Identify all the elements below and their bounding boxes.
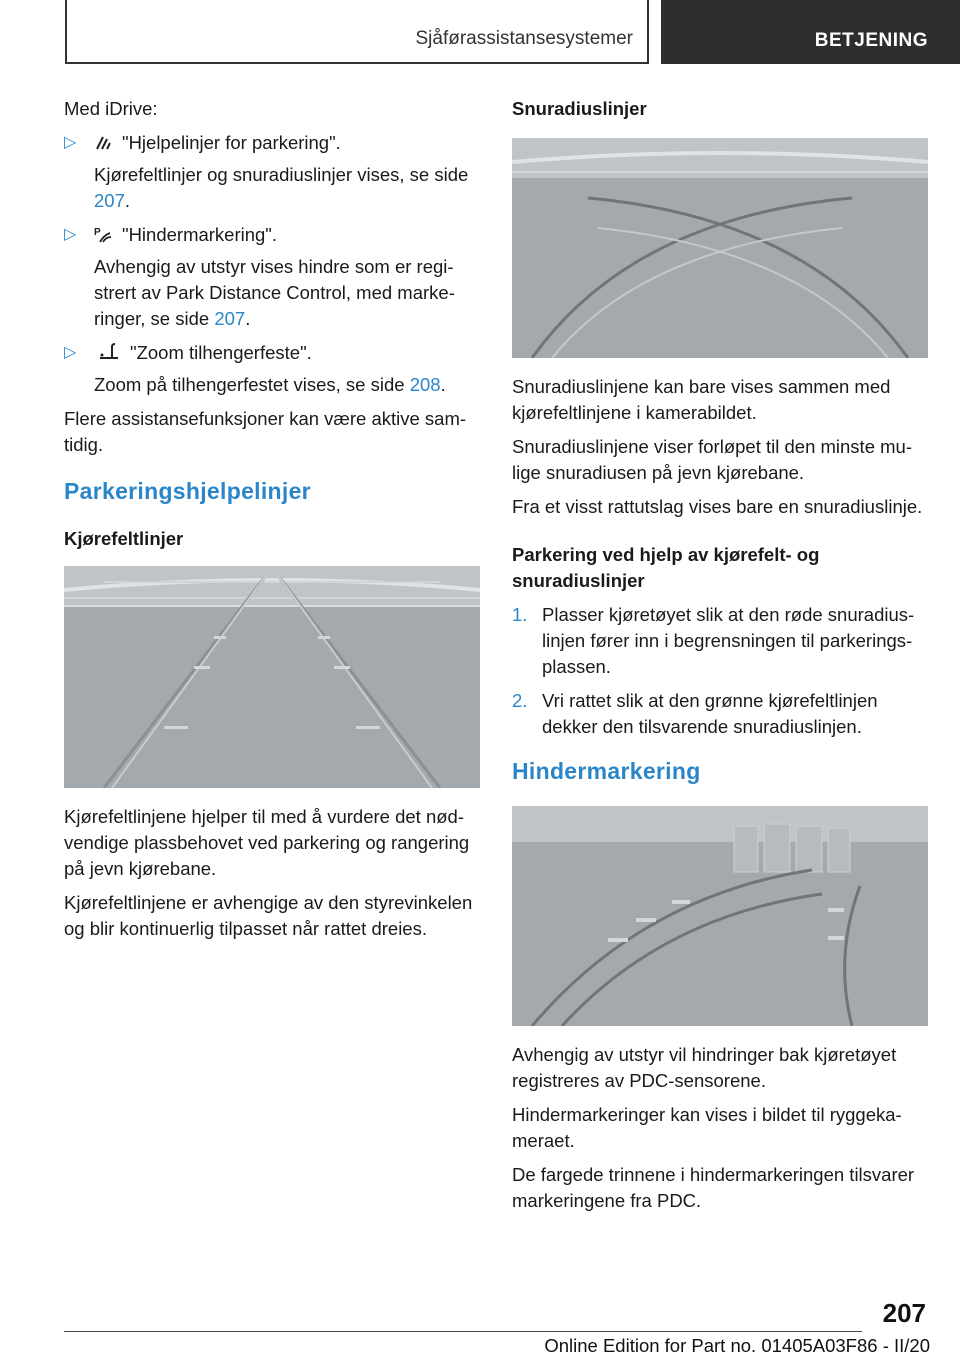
paragraph: Snuradiuslinjene viser forløpet til den minste mulige snuradiusen på jevn kjørebane. bbox=[512, 436, 912, 483]
paragraph: Hindermarkeringer kan vises i bildet til ryggekameraet. bbox=[512, 1104, 902, 1151]
subsection-heading: Parkering ved hjelp av kjørefelt- og snuradiuslinjer bbox=[512, 544, 820, 591]
obstacle-marking-icon bbox=[94, 225, 112, 243]
chapter-title: Sjåførassistansesystemer bbox=[415, 28, 633, 49]
bullet-triangle-icon: ▷ bbox=[64, 344, 77, 361]
section-box bbox=[661, 0, 960, 64]
paragraph: Avhengig av utstyr vil hindringer bak kjøretøyet registreres av PDC-sensorene. bbox=[512, 1044, 897, 1091]
paragraph: Fra et visst rattutslag vises bare en snuradiuslinje. bbox=[512, 496, 923, 517]
bullet-label: "Hjelpelinjer for parkering". bbox=[122, 132, 341, 153]
turning-radius-image bbox=[512, 138, 928, 358]
step-text: Plasser kjøretøyet slik at den røde snuradiuslinjen fører inn i begrensningen til parkeringsplassen. bbox=[542, 604, 915, 677]
section-title: BETJENING bbox=[814, 30, 928, 51]
step-number: 2. bbox=[512, 690, 528, 711]
paragraph: Flere assistansefunksjoner kan være aktive samtidig. bbox=[64, 408, 467, 455]
section-heading: Hindermarkering bbox=[512, 758, 701, 784]
subsection-heading: Snuradiuslinjer bbox=[512, 98, 647, 119]
section-heading: Parkeringshjelpelinjer bbox=[64, 478, 311, 504]
paragraph: De fargede trinnene i hindermarkeringen tilsvarer markeringene fra PDC. bbox=[512, 1164, 915, 1211]
page-header bbox=[0, 0, 960, 66]
bullet-label: "Zoom tilhengerfeste". bbox=[130, 342, 312, 363]
intro-text: Med iDrive: bbox=[64, 98, 158, 119]
page-ref-link[interactable]: 208 bbox=[409, 374, 441, 395]
page-ref-link[interactable]: 207 bbox=[214, 308, 246, 329]
paragraph: Kjørefeltlinjene er avhengige av den styrevinkelen og blir kontinuerlig tilpasset når rattet dreies. bbox=[64, 892, 473, 939]
bullet-desc: Avhengig av utstyr vises hindre som er registrert av Park Distance Control, med markeringer, se side 207. bbox=[94, 256, 455, 329]
trailer-hitch-zoom-icon bbox=[94, 343, 120, 361]
bullet-item bbox=[64, 222, 482, 332]
bullet-triangle-icon: ▷ bbox=[64, 134, 77, 151]
footer-divider bbox=[64, 1331, 862, 1332]
bullet-desc: Kjørefeltlinjer og snuradiuslinjer vises, se side 207. bbox=[94, 164, 469, 211]
step-number: 1. bbox=[512, 604, 528, 625]
paragraph: Snuradiuslinjene kan bare vises sammen med kjørefeltlinjene i kamerabildet. bbox=[512, 376, 891, 423]
page-number: 207 bbox=[882, 1298, 926, 1328]
parking-lines-icon bbox=[94, 133, 112, 151]
bullet-item bbox=[64, 130, 482, 214]
bullet-triangle-icon: ▷ bbox=[64, 226, 77, 243]
lane-lines-image bbox=[64, 566, 480, 788]
step-item bbox=[512, 602, 928, 680]
page-ref-link[interactable]: 207 bbox=[94, 190, 125, 211]
bullet-desc: Zoom på tilhengerfestet vises, se side 208. bbox=[94, 374, 446, 395]
subsection-heading: Kjørefeltlinjer bbox=[64, 528, 184, 549]
chapter-box bbox=[65, 0, 649, 64]
obstacle-marking-image bbox=[512, 806, 928, 1026]
bullet-label: "Hindermarkering". bbox=[122, 224, 278, 245]
right-column bbox=[512, 96, 928, 1222]
svg-text:P: P bbox=[94, 227, 101, 238]
edition-note: Online Edition for Part no. 01405A03F86 - II/20 bbox=[544, 1335, 930, 1356]
step-item bbox=[512, 688, 928, 740]
paragraph: Kjørefeltlinjene hjelper til med å vurdere det nødvendige plassbehovet ved parkering og rangering på jevn kjørebane. bbox=[64, 806, 470, 879]
step-text: Vri rattet slik at den grønne kjørefeltlinjen dekker den tilsvarende snuradiuslinjen. bbox=[542, 690, 878, 737]
left-column bbox=[64, 96, 482, 950]
bullet-item bbox=[64, 340, 482, 398]
